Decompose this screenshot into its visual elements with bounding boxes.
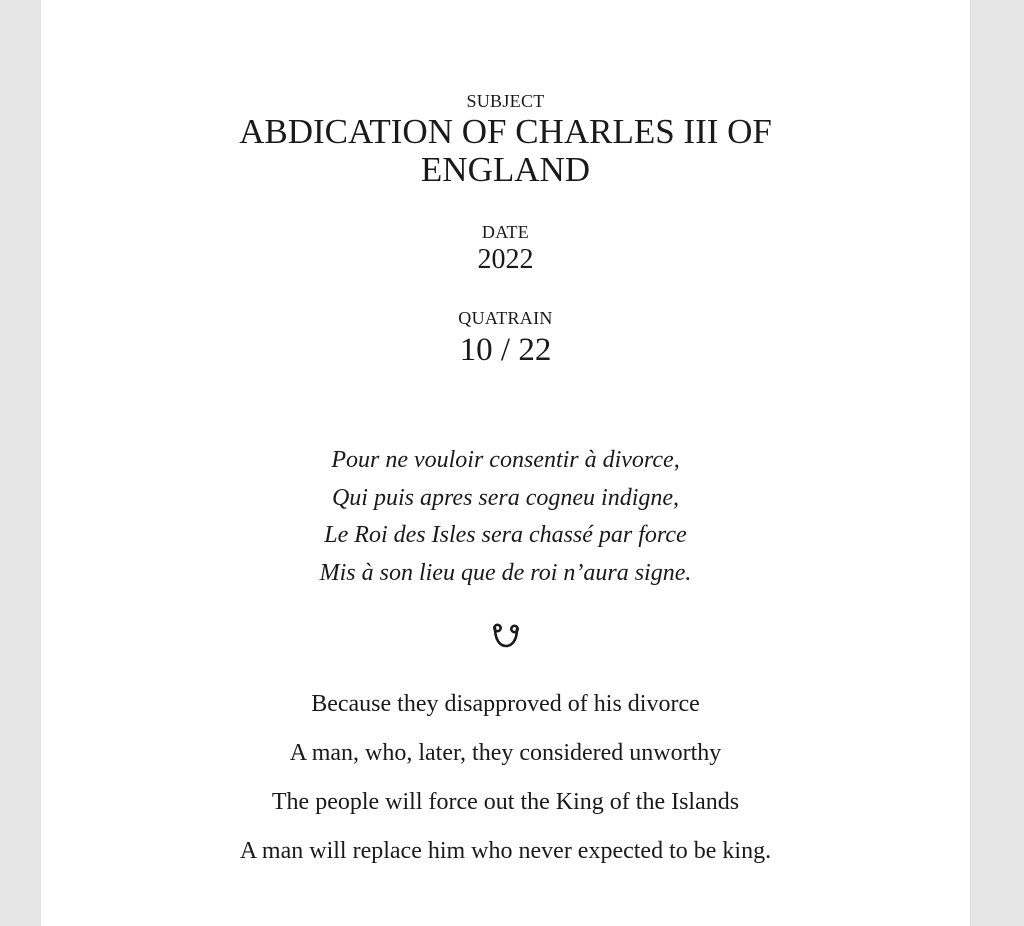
french-verse-line: Le Roi des Isles sera chassé par force [324, 522, 687, 548]
english-translation [41, 680, 970, 876]
french-verse-line: Pour ne vouloir consentir à divorce, [331, 447, 680, 473]
subject-title: ABDICATION OF CHARLES III OF ENGLAND [239, 112, 772, 189]
fleuron-ornament-icon [41, 618, 970, 652]
english-verse-line: A man, who, later, they considered unworthy [289, 740, 722, 766]
document-page [41, 0, 970, 926]
quatrain-number: 10 / 22 [459, 332, 552, 368]
french-verse-line: Qui puis apres sera cogneu indigne, [331, 484, 680, 511]
subject-label: SUBJECT [466, 91, 545, 111]
english-verse-line: The people will force out the King of the Islands [271, 789, 740, 815]
quatrain-label: QUATRAIN [458, 308, 553, 328]
french-verse-line: Mis à son lieu que de roi n’aura signe. [319, 559, 692, 586]
english-verse-line: Because they disapproved of his divorce [311, 691, 700, 717]
date-value: 2022 [477, 244, 534, 275]
english-verse-line: A man will replace him who never expected to be king. [239, 838, 772, 864]
date-label: DATE [481, 222, 530, 242]
french-verse [41, 442, 970, 592]
